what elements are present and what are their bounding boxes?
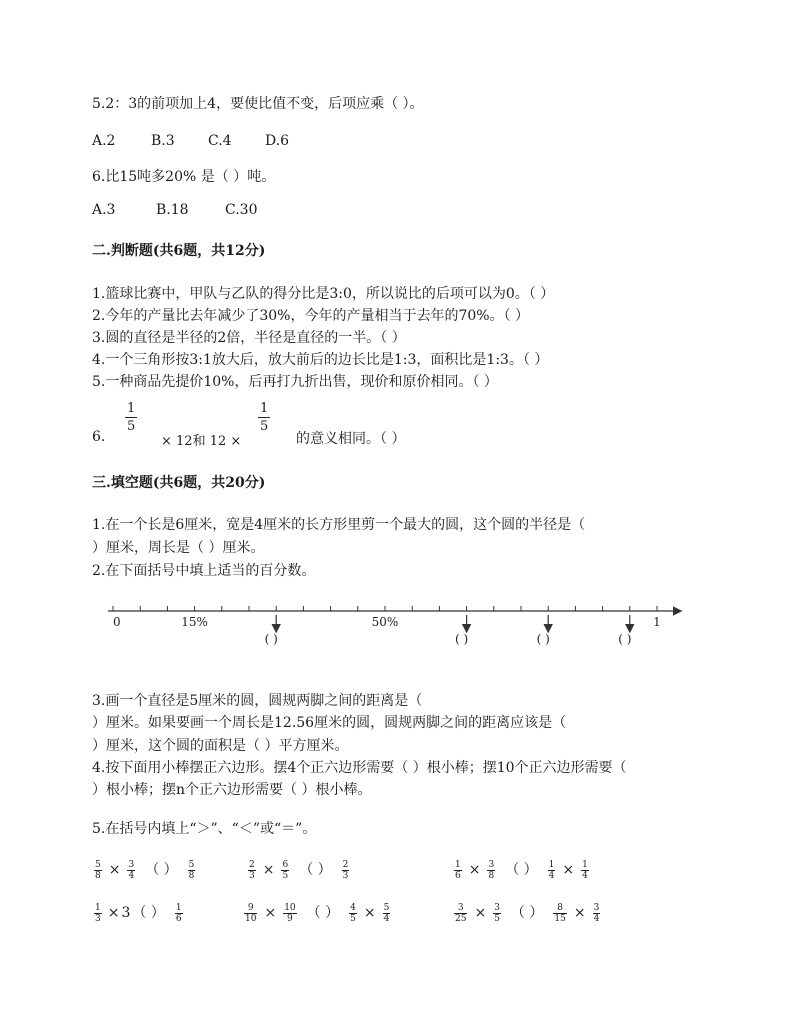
number-line-answer-blank[interactable]: ( ) xyxy=(455,632,469,646)
judge-item-1: 1.篮球比赛中，甲队与乙队的得分比是3:0，所以说比的后项可以为0。（ ） xyxy=(92,286,555,302)
compare-row2-item2: $\frac{9}{10}$ × $\frac{10}{9}$ （ ） $\frac{4}{5}$ × $\frac{5}{4}$ xyxy=(245,902,390,924)
section2-heading: 二.判断题(共6题，共12分) xyxy=(92,243,266,259)
answer-blank[interactable]: （ ） xyxy=(510,905,544,921)
fraction: $\frac{1}{6}$ xyxy=(455,859,461,881)
compare-row1-item1: $\frac{5}{8}$ × $\frac{3}{4}$ （ ） $\frac{5}{8}$ xyxy=(95,859,195,881)
fill-q3-line2: ）厘米。如果要画一个周长是12.56厘米的圆，圆规两脚之间的距离应该是（ xyxy=(92,715,567,731)
number-line-figure xyxy=(100,595,690,655)
number-line-answer-blank[interactable]: ( ) xyxy=(536,632,550,646)
fraction: $\frac{1}{6}$ xyxy=(175,902,182,924)
number-line-label: 1 xyxy=(653,615,661,629)
answer-blank[interactable]: （ ） xyxy=(505,862,538,878)
q6-option-a: A.3 xyxy=(92,202,116,218)
fraction: $\frac{5}{4}$ xyxy=(383,902,390,924)
fraction: $\frac{4}{5}$ xyxy=(350,902,356,924)
fraction: $\frac{5}{8}$ xyxy=(188,859,195,881)
judge-item-6-fraction-2: $\frac{1}{5}$ xyxy=(260,401,269,434)
answer-blank[interactable]: （ ） xyxy=(132,905,165,921)
fraction: $\frac{1}{4}$ xyxy=(548,859,555,881)
fill-q2: 2.在下面括号中填上适当的百分数。 xyxy=(92,563,316,579)
fill-q1-line1: 1.在一个长是6厘米，宽是4厘米的长方形里剪一个最大的圆，这个圆的半径是（ xyxy=(92,517,586,533)
q5-option-a: A.2 xyxy=(92,133,116,149)
fraction: $\frac{3}{4}$ xyxy=(128,859,135,881)
fraction: $\frac{2}{3}$ xyxy=(249,859,255,881)
judge-item-3: 3.圆的直径是半径的2倍，半径是直径的一半。（ ） xyxy=(92,330,406,346)
judge-item-6-middle: × 12和 12 × xyxy=(161,434,242,449)
q6-option-b: B.18 xyxy=(156,202,189,218)
fraction: $\frac{1}{3}$ xyxy=(95,902,101,924)
q5-option-c: C.4 xyxy=(208,133,232,149)
fraction: $\frac{3}{5}$ xyxy=(494,902,500,924)
fraction: $\frac{6}{5}$ xyxy=(282,859,289,881)
answer-blank[interactable]: （ ） xyxy=(299,862,332,878)
compare-row2-item3: $\frac{3}{25}$ × $\frac{3}{5}$ （ ） $\frac{8}{15}$ × $\frac{3}{4}$ xyxy=(455,902,600,924)
judge-item-2: 2.今年的产量比去年减少了30%，今年的产量相当于去年的70%。（ ） xyxy=(92,308,530,324)
number-line-answer-blank[interactable]: ( ) xyxy=(264,632,278,646)
fraction: $\frac{2}{3}$ xyxy=(342,859,349,881)
judge-item-5: 5.一种商品先提价10%，后再打九折出售，现价和原价相同。（ ） xyxy=(92,374,498,390)
section3-heading: 三.填空题(共6题，共20分) xyxy=(92,475,266,491)
fraction: $\frac{3}{25}$ xyxy=(455,902,467,924)
fraction: $\frac{10}{9}$ xyxy=(284,902,296,924)
fraction: $\frac{3}{8}$ xyxy=(488,859,495,881)
number-line-answer-blank[interactable]: ( ) xyxy=(618,632,632,646)
fraction: $\frac{3}{4}$ xyxy=(593,902,600,924)
compare-row1-item2: $\frac{2}{3}$ × $\frac{6}{5}$ （ ） $\frac{2}{3}$ xyxy=(249,859,349,881)
q5-option-b: B.3 xyxy=(151,133,175,149)
q5-question: 5.2：3的前项加上4，要使比值不变，后项应乘（ ）。 xyxy=(92,96,424,112)
number-line-label: 15% xyxy=(181,615,208,629)
fill-q3-line3: ）厘米，这个圆的面积是（ ）平方厘米。 xyxy=(92,738,349,754)
judge-item-6-number: 6. xyxy=(92,429,106,445)
fill-q4-line1: 4.按下面用小棒摆正六边形。摆4个正六边形需要（ ）根小棒；摆10个正六边形需要（ xyxy=(92,760,627,776)
number-line-label: 50% xyxy=(371,615,399,629)
fraction: $\frac{8}{15}$ xyxy=(554,902,566,924)
compare-row2-item1: $\frac{1}{3}$ × 3 （ ） $\frac{1}{6}$ xyxy=(95,902,182,924)
answer-blank[interactable]: （ ） xyxy=(145,862,178,878)
fill-q3-line1: 3.画一个直径是5厘米的圆，圆规两脚之间的距离是（ xyxy=(92,693,423,709)
judge-item-4: 4.一个三角形按3:1放大后，放大前后的边长比是1:3，面积比是1:3。（ ） xyxy=(92,352,549,368)
fraction: $\frac{5}{8}$ xyxy=(95,859,101,881)
compare-row1-item3: $\frac{1}{6}$ × $\frac{3}{8}$ （ ） $\frac{1}{4}$ × $\frac{1}{4}$ xyxy=(455,859,588,881)
fill-q1-line2: ）厘米，周长是（ ）厘米。 xyxy=(92,540,265,556)
judge-item-6-fraction-1: $\frac{1}{5}$ xyxy=(127,401,136,434)
q6-option-c: C.30 xyxy=(225,202,258,218)
number-line-label: 0 xyxy=(113,615,121,629)
fill-q4-line2: ）根小棒；摆n个正六边形需要（ ）根小棒。 xyxy=(92,782,372,798)
fill-q5: 5.在括号内填上“＞”、“＜”或“＝”。 xyxy=(92,821,317,837)
fraction: $\frac{9}{10}$ xyxy=(245,902,257,924)
judge-item-6-tail: 的意义相同。（ ） xyxy=(296,431,406,447)
fraction: $\frac{1}{4}$ xyxy=(582,859,588,881)
q5-option-d: D.6 xyxy=(265,133,290,149)
answer-blank[interactable]: （ ） xyxy=(306,905,340,921)
q6-question: 6.比15吨多20% 是（ ）吨。 xyxy=(92,169,276,185)
